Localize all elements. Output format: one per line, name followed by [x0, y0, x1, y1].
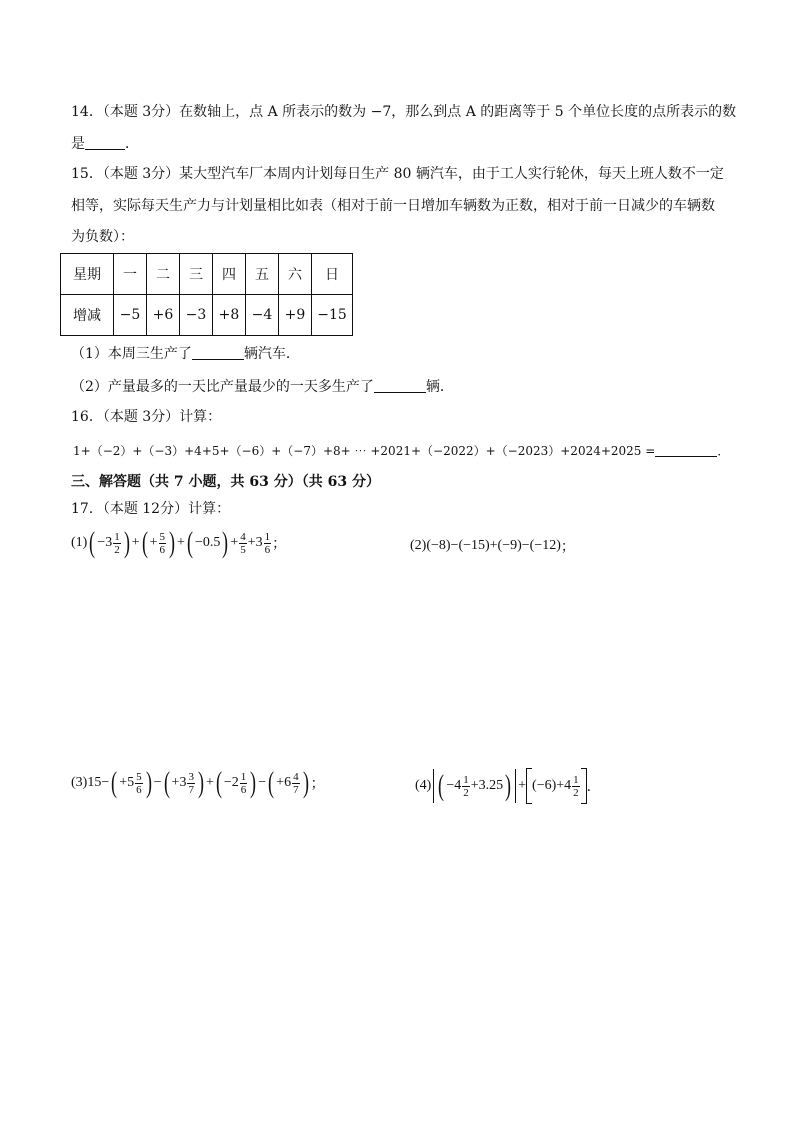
numerator: 1 [114, 530, 120, 543]
denominator: 7 [293, 783, 299, 796]
fraction [292, 771, 300, 796]
q15-sub2-suffix: 辆． [425, 379, 454, 395]
q16-answer-blank[interactable] [655, 444, 717, 457]
q15-line2: 相等，实际每天生产力与计划量相比如表（相对于前一日增加车辆数为正数，相对于前一日减少的车辆数 [71, 198, 715, 214]
table-cell-change: +8 [213, 295, 246, 336]
denominator: 7 [188, 783, 194, 796]
paren-right: ) [505, 769, 512, 802]
fraction [264, 531, 272, 556]
q15-sub1-answer-blank[interactable] [192, 345, 244, 360]
decimal-term: −0.5 [194, 535, 221, 550]
abs-bar-left [433, 769, 434, 803]
part-label: (1) [71, 535, 88, 550]
q15-sub1-suffix: 辆汽车． [243, 346, 300, 362]
numerator: 3 [188, 770, 194, 783]
fraction [572, 774, 580, 799]
q15-sub1-prefix: （1）本周三生产了 [71, 346, 192, 362]
mixed-int: 3 [255, 535, 263, 550]
expression: (−8)−(−15)+(−9)−(−12) [426, 538, 561, 553]
numerator: 1 [264, 530, 271, 543]
q14-answer-blank[interactable] [85, 135, 125, 150]
paren-left: ( [163, 766, 170, 799]
table-cell-day: 三 [180, 254, 213, 295]
fraction [159, 531, 167, 556]
mixed-int: −2 [223, 775, 239, 790]
denominator: 6 [136, 783, 142, 796]
end-mark: ； [560, 540, 575, 555]
table-cell-change: −15 [312, 295, 353, 336]
numerator: 1 [463, 773, 469, 786]
q14-line2 [71, 134, 139, 154]
denominator: 5 [240, 543, 246, 556]
paren-right: ) [169, 526, 176, 559]
mixed-int: −3 [97, 535, 113, 550]
bracket-inner: (−6)+4 [532, 778, 572, 793]
paren-left: ( [215, 766, 222, 799]
table-row-changes [61, 295, 353, 336]
paren-left: ( [89, 526, 96, 559]
table-cell-change: +9 [279, 295, 312, 336]
numerator: 5 [136, 770, 142, 783]
abs-bar-right [515, 769, 516, 803]
q15-line1: 15．（本题 3分）某大型汽车厂本周内计划每日生产 80 辆汽车，由于工人实行轮休，每天上班人数不一定 [71, 166, 724, 182]
denominator: 2 [573, 786, 579, 799]
q14-prefix: 是 [71, 136, 85, 152]
q17-part1: (1) ( −3 $\frac{1}{2}$ ) + ( + $\frac{5}{6}$ ) + ( −0.5 ) + $\frac{4}{5}$ + 3 $\frac{1}{6}$ ； [71, 526, 287, 559]
fraction [462, 774, 470, 799]
table-cell-day: 一 [114, 254, 147, 295]
fraction [239, 531, 247, 556]
paren-right: ) [302, 766, 309, 799]
paren-left: ( [111, 766, 118, 799]
fraction [135, 771, 143, 796]
denominator: 6 [240, 783, 247, 796]
paren-left: ( [438, 769, 445, 802]
paren-right: ) [145, 766, 152, 799]
paren-right: ) [197, 766, 204, 799]
decimal-term: +3.25 [470, 778, 504, 793]
paren-right: ) [250, 766, 257, 799]
paren-left: ( [186, 526, 193, 559]
numerator: 1 [240, 770, 247, 783]
q15-line3: 为负数）： [71, 229, 134, 245]
q14-line1: 14．（本题 3分）在数轴上，点 A 所表示的数为 −7，那么到点 A 的距离等于 5 个单位长度的点所表示的数 [71, 104, 737, 120]
fraction [113, 531, 121, 556]
part-label: (4) [415, 778, 432, 793]
table-cell-day: 五 [246, 254, 279, 295]
numerator: 5 [159, 530, 166, 543]
mixed-int: +5 [119, 775, 135, 790]
q16-expression-line [73, 441, 729, 461]
q16-line1: 16．（本题 3分）计算： [71, 409, 222, 425]
denominator: 6 [264, 543, 271, 556]
end-mark: ； [310, 777, 325, 792]
production-table [60, 253, 353, 336]
numerator: 4 [240, 530, 246, 543]
end-mark: ； [272, 537, 287, 552]
table-cell-change: −4 [246, 295, 279, 336]
paren-left: ( [268, 766, 275, 799]
table-row-days [61, 254, 353, 295]
table-header-change: 增减 [61, 295, 114, 336]
q17-part2 [410, 536, 575, 556]
table-cell-day: 二 [147, 254, 180, 295]
section-heading: 三、解答题（共 7 小题，共 63 分）（共 63 分） [71, 474, 380, 490]
q17-part4: (4) ( −4 $\frac{1}{2}$ +3.25 ) + (−6)+4 $\frac{1}{2}$ ． [415, 769, 601, 802]
mixed-int: −4 [446, 778, 462, 793]
q15-sub2-answer-blank[interactable] [374, 378, 426, 393]
q15-sub2-prefix: （2）产量最多的一天比产量最少的一天多生产了 [71, 379, 374, 395]
table-header-weekday: 星期 [61, 254, 114, 295]
denominator: 2 [463, 786, 469, 799]
paren-right: ) [123, 526, 130, 559]
q17-line1: 17．（本题 12分）计算： [71, 501, 231, 517]
denominator: 2 [114, 543, 120, 556]
part-label: (2) [410, 538, 427, 553]
table-cell-day: 日 [312, 254, 353, 295]
fraction [187, 771, 195, 796]
fraction [240, 771, 248, 796]
table-cell-day: 四 [213, 254, 246, 295]
paren-right: ) [222, 526, 229, 559]
part-label: (3) [71, 775, 88, 790]
paren-left: ( [141, 526, 148, 559]
mixed-int: +6 [276, 775, 292, 790]
q14-suffix: ． [125, 136, 139, 152]
table-cell-day: 六 [279, 254, 312, 295]
q15-sub2 [71, 377, 454, 397]
table-cell-change: −5 [114, 295, 147, 336]
numerator: 4 [293, 770, 299, 783]
denominator: 6 [159, 543, 166, 556]
q15-sub1 [71, 344, 300, 364]
q16-end: ． [717, 444, 730, 458]
table-cell-change: −3 [180, 295, 213, 336]
q17-part3: (3) 15− ( +5 $\frac{5}{6}$ ) − ( +3 $\frac{3}{7}$ ) + ( −2 $\frac{1}{6}$ ) − ( +6 $\frac{4}{7}$ ) ； [71, 766, 325, 799]
table-cell-change: +6 [147, 295, 180, 336]
sign: + [149, 535, 158, 550]
mixed-int: +3 [171, 775, 187, 790]
q16-expression: 1+（−2）+（−3）+4+5+（−6）+（−7）+8+ ⋯ +2021+（−2022）+（−2023）+2024+2025 = [73, 444, 656, 458]
numerator: 1 [573, 773, 579, 786]
end-mark: ． [586, 780, 601, 795]
lead-term: 15− [87, 775, 110, 790]
